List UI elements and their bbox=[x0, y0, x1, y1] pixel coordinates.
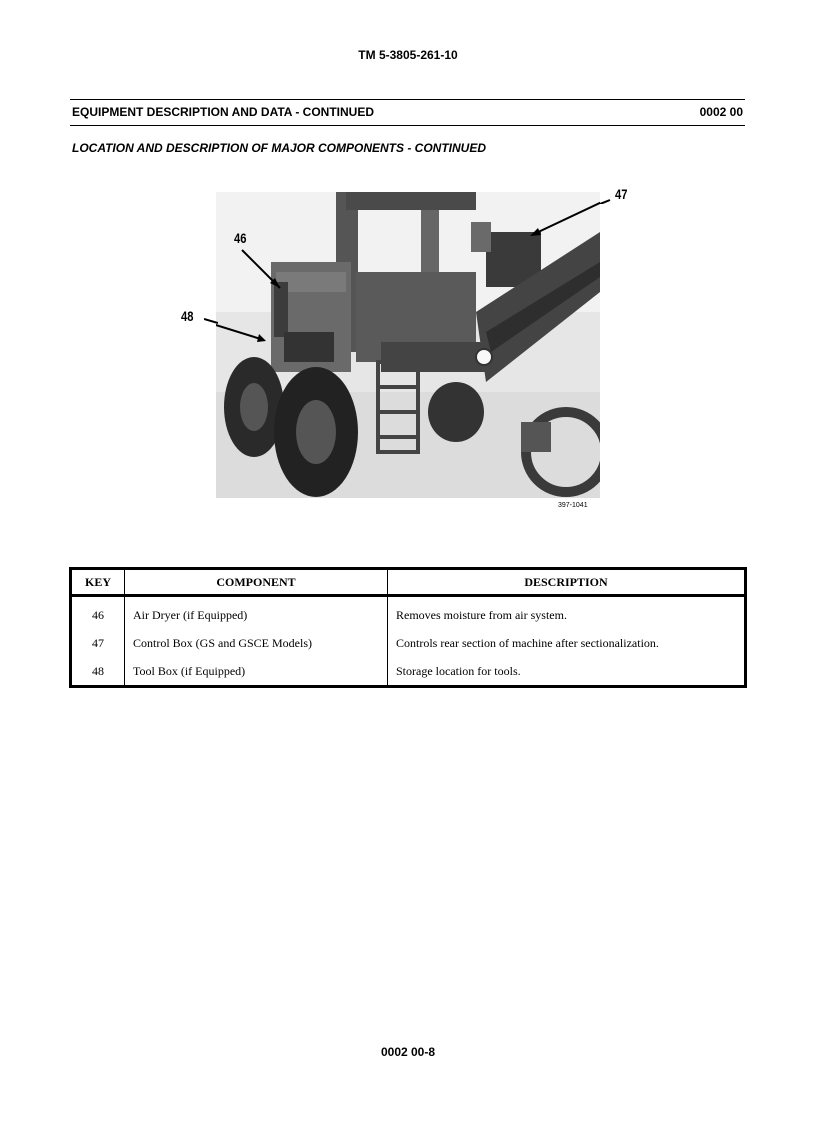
row-key: 47 bbox=[71, 629, 125, 657]
table-header-row bbox=[71, 569, 746, 596]
row-component: Air Dryer (if Equipped) bbox=[125, 596, 388, 630]
callout-47-arrow bbox=[600, 190, 612, 204]
grader-illustration bbox=[216, 192, 600, 498]
document-number: TM 5-3805-261-10 bbox=[358, 48, 458, 62]
description-header: DESCRIPTION bbox=[388, 569, 746, 596]
table-row bbox=[71, 596, 746, 630]
section-header-bar bbox=[70, 99, 745, 126]
row-key: 48 bbox=[71, 657, 125, 687]
grader-photo bbox=[216, 192, 600, 498]
component-header: COMPONENT bbox=[125, 569, 388, 596]
row-description: Storage location for tools. bbox=[388, 657, 746, 687]
row-description: Removes moisture from air system. bbox=[388, 596, 746, 630]
figure-id: 397-1041 bbox=[558, 502, 588, 509]
subsection-title: LOCATION AND DESCRIPTION OF MAJOR COMPONENTS - CONTINUED bbox=[72, 141, 486, 155]
page-number: 0002 00-8 bbox=[380, 1045, 436, 1059]
callout-47: 47 bbox=[615, 186, 628, 202]
callout-48-arrow bbox=[204, 318, 218, 324]
row-key: 46 bbox=[71, 596, 125, 630]
callout-48: 48 bbox=[181, 308, 194, 324]
table-row bbox=[71, 657, 746, 687]
table-row bbox=[71, 629, 746, 657]
component-key-table bbox=[69, 567, 747, 688]
section-title: EQUIPMENT DESCRIPTION AND DATA - CONTINUED bbox=[72, 105, 374, 119]
callout-46: 46 bbox=[234, 230, 247, 246]
key-header: KEY bbox=[71, 569, 125, 596]
row-component: Tool Box (if Equipped) bbox=[125, 657, 388, 687]
row-component: Control Box (GS and GSCE Models) bbox=[125, 629, 388, 657]
section-code: 0002 00 bbox=[699, 105, 743, 119]
row-description: Controls rear section of machine after sectionalization. bbox=[388, 629, 746, 657]
